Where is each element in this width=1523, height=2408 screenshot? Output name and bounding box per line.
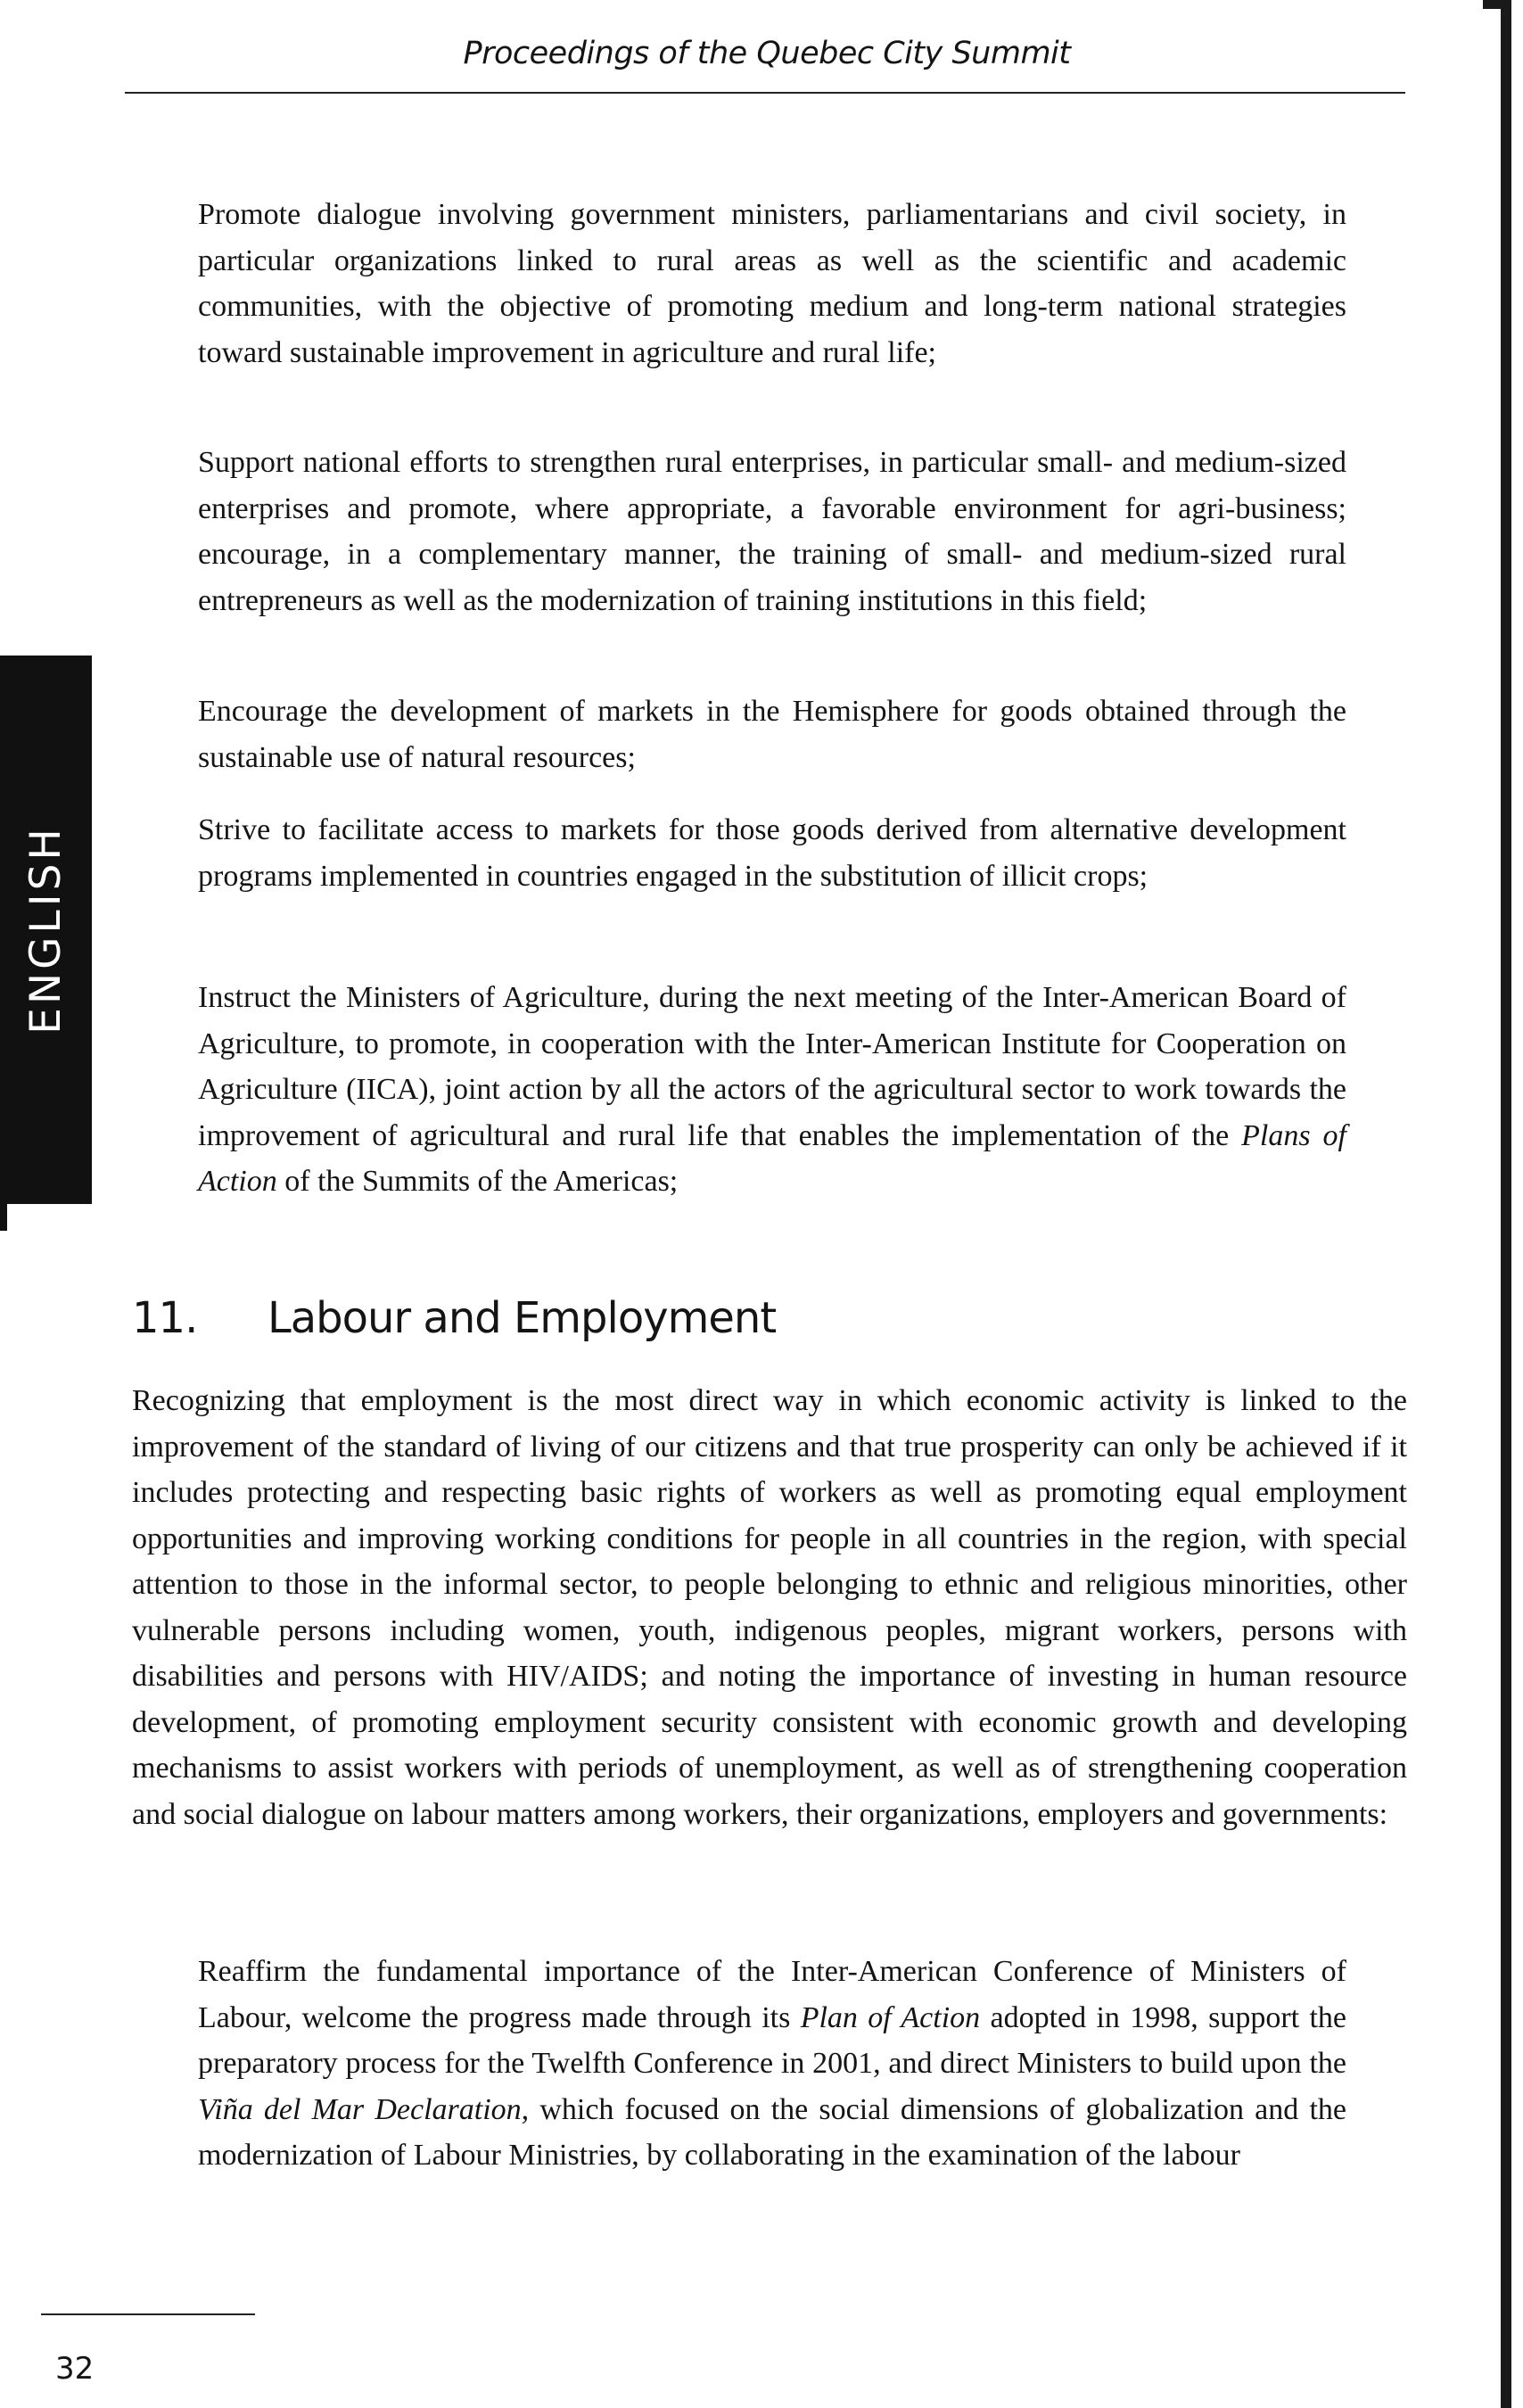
paragraph-facilitate-access: Strive to facilitate access to markets for those goods derived from alternative development programs implemented in countries engaged in the substitution of illicit crops; — [198, 813, 1346, 893]
paragraph-reaffirm-text-a: Reaffirm the fundamental importance of the Inter-American Conference of Ministers of Labour, welcome the progress made through its — [198, 1955, 1346, 2034]
paragraph-promote-dialogue: Promote dialogue involving government ministers, parliamentarians and civil society, in particular organizations linked to rural areas as well as the scientific and academic communities, with the objective of promoting medium and long-term national strategies toward sustainable improvement in agriculture and rural life; — [198, 198, 1346, 369]
paragraph-reaffirm-text-c: which focused on the social dimensions of globalization and the modernization of Labour Ministries, by collaborating in the examination of the labour — [198, 2092, 1346, 2172]
right-edge-bar — [1501, 0, 1511, 2408]
running-header: Proceedings of the Quebec City Summit — [463, 36, 1071, 71]
paragraph-reaffirm-text-b: adopted in 1998, support the preparatory process for the Twelfth Conference in 2001, and direct Ministers to build upon the — [198, 2000, 1346, 2080]
right-edge-tick — [1483, 0, 1501, 9]
paragraph-instruct-ministers — [198, 975, 1346, 1205]
paragraph-instruct-ministers-italic: Plans of Action — [198, 1118, 1346, 1198]
section-heading — [132, 1293, 776, 1343]
section-title: Labour and Employment — [268, 1293, 777, 1343]
paragraph-reaffirm-italic-a: Plan of Action — [800, 2000, 981, 2034]
paragraph-encourage-markets: Encourage the development of markets in the Hemisphere for goods obtained through the sustainable use of natural resources; — [198, 695, 1346, 774]
paragraph-instruct-ministers-text-b: of the Summits of the Americas; — [276, 1165, 679, 1198]
language-side-tab — [0, 656, 92, 1204]
preamble-paragraph: Recognizing that employment is the most direct way in which economic activity is linked to the improvement of the standard of living of our citizens and that true prosperity can only be achieved if it includes protecting and respecting basic rights of workers as well as promoting equal employment opportunities and improving working conditions for people in all countries in the region, with special attention to those in the informal sector, to people belonging to ethnic and religious minorities, other vulnerable persons including women, youth, indigenous peoples, migrant workers, persons with disabilities and persons with HIV/AIDS; and noting the importance of investing in human resource development, of promoting employment security consistent with economic growth and developing mechanisms to assist workers with periods of unemployment, as well as of strengthening cooperation and social dialogue on labour matters among workers, their organizations, employers and governments: — [132, 1384, 1407, 1831]
paragraph-support-rural-enterprises: Support national efforts to strengthen rural enterprises, in particular small- and medium-sized enterprises and promote, where appropriate, a favorable environment for agri-business; encourage, in a complementary manner, the training of small- and medium-sized rural entrepreneurs as well as the modernization of training institutions in this field; — [198, 446, 1346, 617]
footer-rule — [41, 2313, 255, 2315]
side-tab-divider — [0, 1204, 7, 1231]
section-number: 11. — [132, 1293, 198, 1343]
page-number: 32 — [55, 2351, 95, 2387]
paragraph-instruct-ministers-text-a: Instruct the Ministers of Agriculture, during the next meeting of the Inter-American Board of Agriculture, to promote, in cooperation with the Inter-American Institute for Cooperation on Agriculture (IICA), joint action by all the actors of the agricultural sector to work towards the improvement of agricultural and rural life that enables the implementation of the — [198, 981, 1346, 1152]
language-side-tab-label: ENGLISH — [21, 825, 70, 1035]
paragraph-reaffirm — [198, 1949, 1346, 2179]
paragraph-reaffirm-italic-b: Viña del Mar Declaration, — [198, 2092, 530, 2126]
header-rule — [125, 92, 1405, 94]
